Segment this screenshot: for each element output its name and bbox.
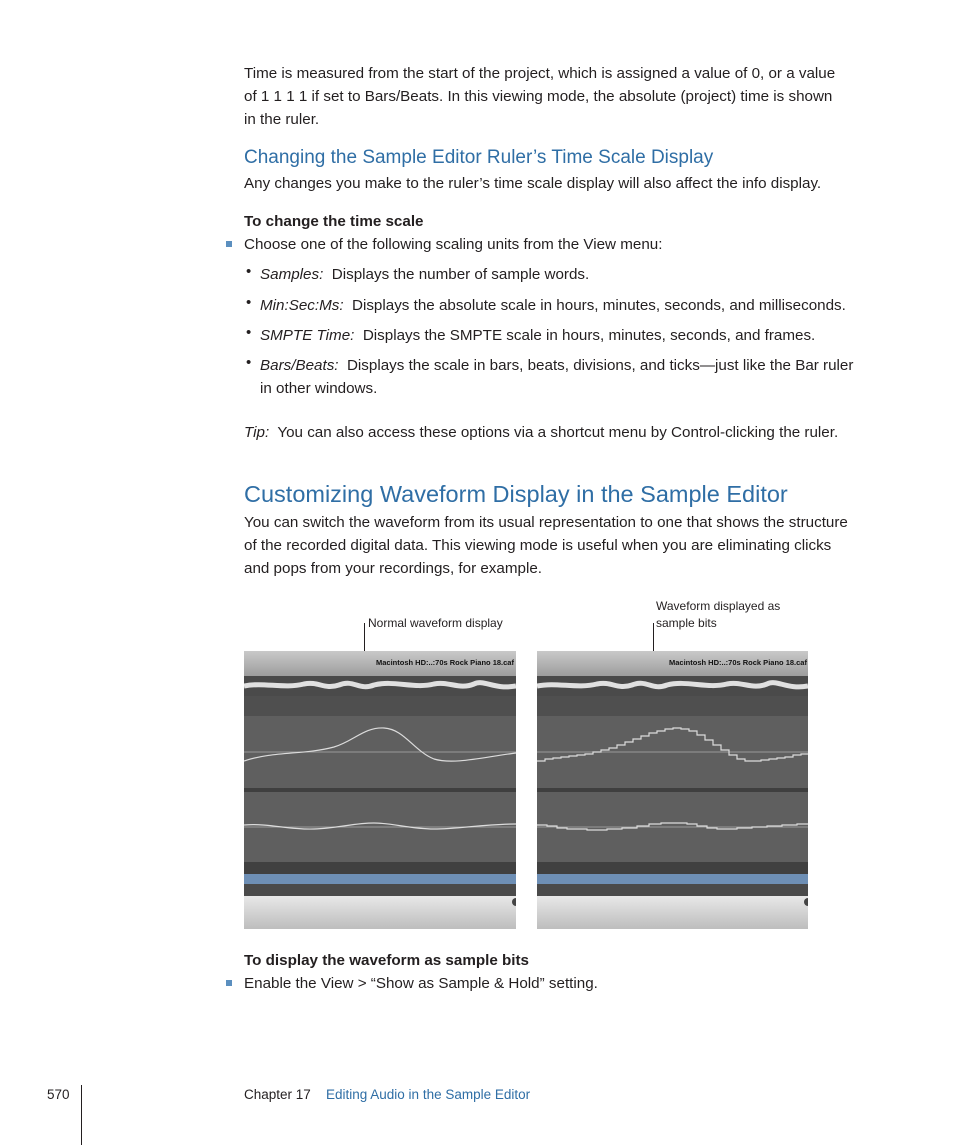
- tip-text: You can also access these options via a shortcut menu by Control-clicking the ruler.: [277, 424, 839, 441]
- caption-sample-bits: [656, 598, 780, 632]
- intro-line: in the ruler.: [244, 111, 320, 128]
- waveform-panel-graphic: [244, 651, 516, 929]
- option-item: [260, 263, 589, 286]
- section-paragraph: Any changes you make to the ruler’s time scale display will also affect the info display.: [244, 175, 822, 192]
- option-term: Samples:: [260, 266, 324, 283]
- tip-label: Tip:: [244, 424, 270, 441]
- option-desc-continued: in other windows.: [260, 380, 378, 397]
- tip: [244, 421, 838, 444]
- option-term: SMPTE Time:: [260, 327, 355, 344]
- option-term: Min:Sec:Ms:: [260, 297, 344, 314]
- option-desc: Displays the number of sample words.: [331, 266, 590, 283]
- caption-normal-waveform: Normal waveform display: [368, 616, 503, 630]
- para-line: of the recorded digital data. This viewing mode is useful when you are eliminating clicks: [244, 537, 832, 554]
- section2-paragraph: [244, 511, 884, 580]
- caption-line: sample bits: [656, 616, 717, 630]
- waveform-panel-graphic: [537, 651, 808, 929]
- option-desc: Displays the absolute scale in hours, minutes, seconds, and milliseconds.: [352, 297, 846, 314]
- option-desc: Displays the scale in bars, beats, divisions, and ticks—just like the Bar ruler: [346, 357, 854, 374]
- sample-editor-panel-sample-bits: [537, 651, 808, 929]
- dot-bullet-icon: •: [246, 324, 252, 341]
- para-line: and pops from your recordings, for example.: [244, 560, 542, 577]
- section-heading: Changing the Sample Editor Ruler’s Time Scale Display: [244, 147, 714, 168]
- para-line: You can switch the waveform from its usual representation to one that shows the structure: [244, 514, 848, 531]
- chapter-section-heading: Customizing Waveform Display in the Sample Editor: [244, 481, 788, 507]
- footer-chapter: Chapter 17: [244, 1087, 311, 1102]
- dot-bullet-icon: •: [246, 263, 252, 280]
- intro-line: Time is measured from the start of the project, which is assigned a value of 0, or a value: [244, 65, 836, 82]
- task-title: To display the waveform as sample bits: [244, 952, 529, 969]
- option-item: [260, 354, 880, 400]
- intro-line: of 1 1 1 1 if set to Bars/Beats. In this viewing mode, the absolute (project) time is shown: [244, 88, 833, 105]
- page-number: 570: [47, 1087, 70, 1102]
- footer-chapter-title: Editing Audio in the Sample Editor: [326, 1087, 531, 1102]
- task-step: Choose one of the following scaling units from the View menu:: [244, 236, 663, 253]
- file-name-label: Macintosh HD:..:70s Rock Piano 18.caf: [669, 658, 807, 667]
- square-bullet-icon: [226, 980, 232, 986]
- footer-divider: [81, 1085, 82, 1145]
- task-step: Enable the View > “Show as Sample & Hold” setting.: [244, 975, 598, 992]
- option-desc: Displays the SMPTE scale in hours, minutes, seconds, and frames.: [362, 327, 816, 344]
- task-title: To change the time scale: [244, 213, 424, 230]
- dot-bullet-icon: •: [246, 294, 252, 311]
- sample-editor-panel-normal: [244, 651, 516, 929]
- option-term: Bars/Beats:: [260, 357, 339, 374]
- option-item: [260, 294, 846, 317]
- square-bullet-icon: [226, 241, 232, 247]
- file-name-label: Macintosh HD:..:70s Rock Piano 18.caf: [376, 658, 514, 667]
- option-item: [260, 324, 815, 347]
- caption-line: Waveform displayed as: [656, 599, 781, 613]
- dot-bullet-icon: •: [246, 354, 252, 371]
- intro-paragraph: [244, 62, 884, 131]
